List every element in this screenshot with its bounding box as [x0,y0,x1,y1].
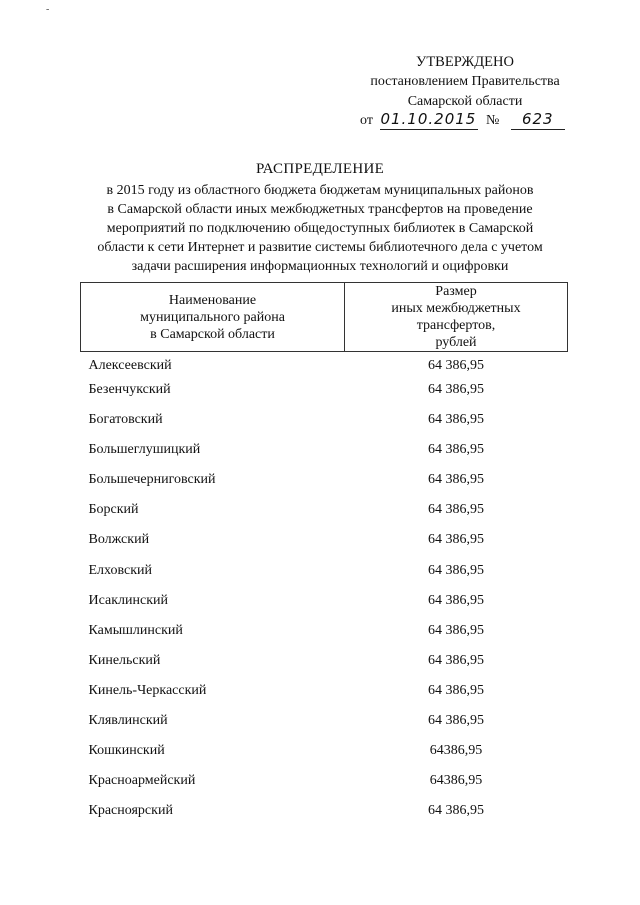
header-district-line: в Самарской области [150,326,275,342]
table-row [81,713,568,743]
district-name: Волжский [88,532,150,548]
table-row [81,803,568,833]
transfer-amount: 64 386,95 [428,562,484,578]
decree-reference [360,110,565,130]
header-district-line: Наименование [168,292,257,308]
decree-number: 623 [521,110,554,128]
document-subtitle [80,181,560,276]
transfer-amount: 64 386,95 [428,472,484,488]
header-amount-line: трансфертов, [416,318,496,333]
transfer-amount: 64 386,95 [428,532,484,548]
district-name: Кошкинский [88,743,165,759]
district-name: Богатовский [88,412,163,428]
transfer-amount: 64 386,95 [428,803,484,819]
district-name: Большеглушицкий [88,442,201,458]
transfer-amount: 64 386,95 [428,592,484,608]
district-name: Камышлинский [88,622,183,638]
subtitle-line: в 2015 году из областного бюджета бюджетам муниципальных районов [106,183,534,198]
header-amount-line: Размер [435,284,477,299]
transfer-amount: 64 386,95 [428,713,484,729]
header-district [81,283,345,352]
approval-block [355,52,575,112]
decree-date: 01.10.2015 [380,110,477,128]
district-name: Борский [88,502,139,518]
number-label: № [485,113,500,128]
district-name: Кинельский [88,652,161,668]
transfer-amount: 64 386,95 [428,442,484,458]
transfer-amount: 64 386,95 [428,358,484,373]
table-row [81,442,568,472]
table-row [81,472,568,502]
table-row [81,653,568,683]
district-name: Красноармейский [88,773,196,789]
table-row [81,352,568,383]
district-name: Елховский [88,562,153,578]
transfer-amount: 64 386,95 [428,682,484,698]
district-name: Красноярский [88,803,173,819]
corner-mark: - [46,4,50,15]
date-prefix: от [360,113,373,128]
transfer-amount: 64386,95 [429,743,483,759]
table-header-row [81,283,568,352]
subtitle-line: области к сети Интернет и развитие системы библиотечного дела с учетом [97,240,543,255]
subtitle-line: задачи расширения информационных технологий и оцифровки [131,259,509,274]
table-row [81,563,568,593]
distribution-table [80,282,568,833]
district-name: Большечерниговский [88,472,216,488]
document-title: РАСПРЕДЕЛЕНИЕ [255,161,385,177]
transfer-amount: 64 386,95 [428,502,484,518]
district-name: Безенчукский [88,382,171,397]
table-row [81,743,568,773]
district-name: Кинель-Черкасский [88,682,207,698]
table-row [81,532,568,562]
transfer-amount: 64 386,95 [428,382,484,397]
table-row [81,773,568,803]
table-row [81,683,568,713]
table-row [81,382,568,412]
subtitle-line: в Самарской области иных межбюджетных трансфертов на проведение [107,202,533,217]
transfer-amount: 64 386,95 [428,652,484,668]
header-amount-line: иных межбюджетных [391,301,521,316]
approval-line-1: постановлением Правительства [370,74,560,89]
district-name: Исаклинский [88,592,168,608]
district-name: Алексеевский [88,358,172,373]
header-district-line: муниципального района [140,309,285,325]
table-row [81,412,568,442]
approval-line-2: Самарской области [407,94,523,109]
transfer-amount: 64386,95 [429,773,483,789]
header-amount [345,283,568,352]
table-row [81,623,568,653]
subtitle-line: мероприятий по подключению общедоступных библиотек в Самарской [106,221,534,236]
table-row [81,593,568,623]
transfer-amount: 64 386,95 [428,622,484,638]
table-row [81,502,568,532]
district-name: Клявлинский [88,713,168,729]
header-amount-line: рублей [435,335,477,350]
approval-heading: УТВЕРЖДЕНО [416,54,514,70]
transfer-amount: 64 386,95 [428,412,484,428]
